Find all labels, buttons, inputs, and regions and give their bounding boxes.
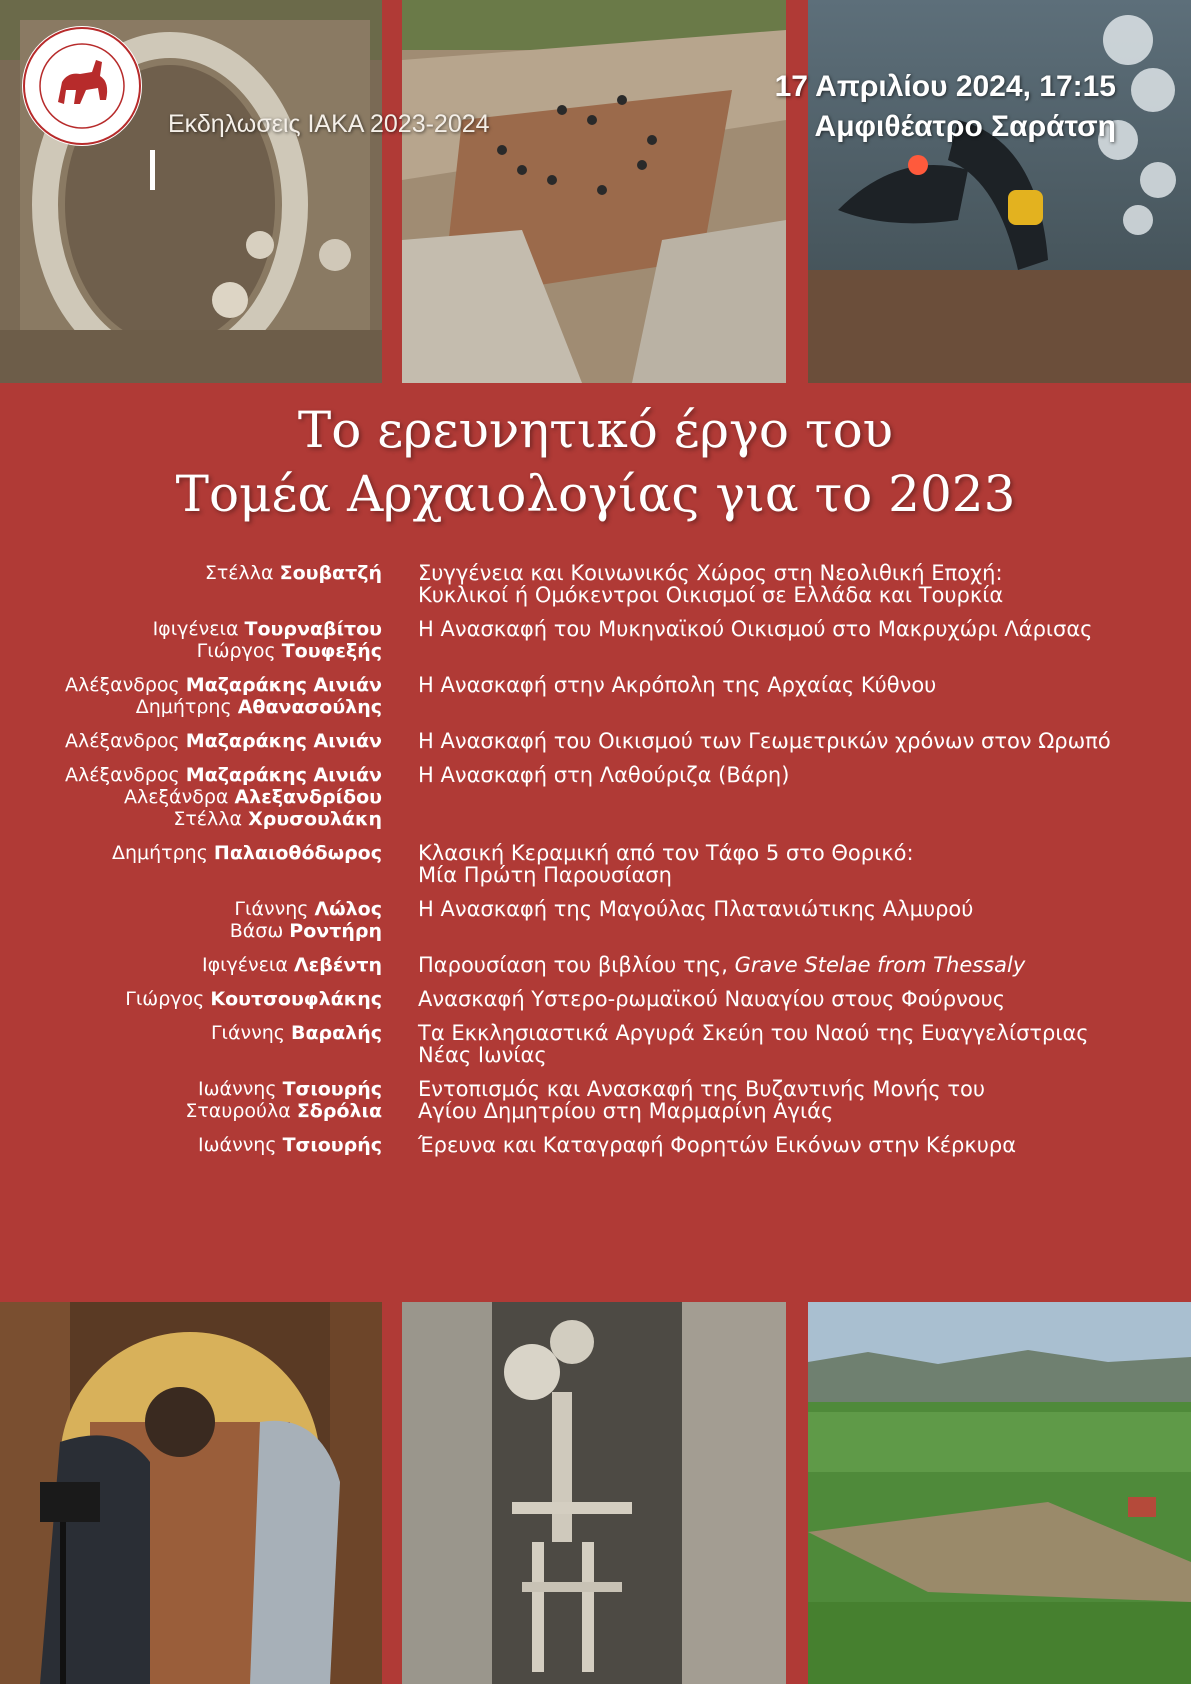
talk-row — [0, 842, 1191, 886]
page-title — [0, 398, 1191, 526]
talk-title-line — [418, 618, 1178, 640]
burial-skeleton-photo — [402, 1302, 786, 1684]
speaker-surname: Ροντήρη — [289, 920, 382, 942]
speaker-name — [0, 808, 382, 830]
plain-excavation-aerial-photo — [808, 1302, 1191, 1684]
speaker-surname: Αθανασούλης — [237, 696, 382, 718]
speaker-surname: Λεβέντη — [293, 954, 382, 976]
speaker-first-name: Ιωάννης — [198, 1078, 277, 1100]
talk-title — [418, 842, 1178, 886]
speaker-first-name: Σταυρούλα — [185, 1100, 291, 1122]
talk-row — [0, 1022, 1191, 1066]
talk-title-text: Η Ανασκαφή του Μυκηναϊκού Οικισμού στο Μακρυχώρι Λάρισας — [418, 617, 1093, 641]
speaker-name — [0, 898, 382, 920]
speaker-surname: Μαζαράκης Αινιάν — [185, 730, 382, 752]
talk-title — [418, 1134, 1178, 1156]
talk-title-text: Τα Εκκλησιαστικά Αργυρά Σκεύη του Ναού της Ευαγγελίστριας — [418, 1021, 1089, 1045]
speaker-first-name: Γιώργος — [196, 640, 276, 662]
speaker-first-name: Στέλλα — [173, 808, 243, 830]
speaker-surname: Σουβατζή — [279, 562, 382, 584]
talk-title — [418, 764, 1178, 830]
talk-title-text: Η Ανασκαφή στην Ακρόπολη της Αρχαίας Κύθνου — [418, 673, 937, 697]
speaker-surname: Βαραλής — [290, 1022, 382, 1044]
talk-title — [418, 562, 1178, 606]
talk-row — [0, 674, 1191, 718]
speaker-name — [0, 730, 382, 752]
speaker-first-name: Αλέξανδρος — [64, 730, 180, 752]
talks-list — [0, 562, 1191, 1168]
talk-title-text: Μία Πρώτη Παρουσίαση — [418, 863, 672, 887]
speaker-name — [0, 1100, 382, 1122]
talk-row — [0, 898, 1191, 942]
speaker-name — [0, 920, 382, 942]
speaker-name — [0, 764, 382, 786]
talk-title-line — [418, 954, 1178, 976]
title-line-2: Τομέα Αρχαιολογίας για το 2023 — [175, 465, 1016, 523]
talk-title-line — [418, 898, 1178, 920]
talk-row — [0, 764, 1191, 830]
speaker-surname: Τουφεξής — [281, 640, 382, 662]
speaker-surname: Παλαιοθόδωρος — [213, 842, 382, 864]
talk-title-text: Κλασική Κεραμική από τον Τάφο 5 στο Θορικό: — [418, 841, 914, 865]
speaker-first-name: Ιφιγένεια — [152, 618, 239, 640]
talk-speakers — [0, 764, 382, 830]
talk-speakers — [0, 988, 382, 1010]
talk-title-text: Η Ανασκαφή στη Λαθούριζα (Βάρη) — [418, 763, 790, 787]
speaker-surname: Σδρόλια — [296, 1100, 382, 1122]
speaker-name — [0, 640, 382, 662]
talk-title-line — [418, 674, 1178, 696]
talk-title-text: Κυκλικοί ή Ομόκεντροι Οικισμοί σε Ελλάδα και Τουρκία — [418, 583, 1004, 607]
speaker-name — [0, 696, 382, 718]
speaker-first-name: Γιώργος — [125, 988, 205, 1010]
talk-title-text: Η Ανασκαφή του Οικισμού των Γεωμετρικών χρόνων στον Ωρωπό — [418, 729, 1111, 753]
speaker-name — [0, 562, 382, 584]
speaker-first-name: Γιάννης — [210, 1022, 285, 1044]
talk-title-text: Έρευνα και Καταγραφή Φορητών Εικόνων στην Κέρκυρα — [418, 1133, 1017, 1157]
speaker-name — [0, 842, 382, 864]
speaker-surname: Αλεξανδρίδου — [234, 786, 382, 808]
speaker-first-name: Αλέξανδρος — [64, 674, 180, 696]
talk-speakers — [0, 562, 382, 606]
talk-speakers — [0, 954, 382, 976]
talk-title — [418, 1078, 1178, 1122]
talk-title — [418, 674, 1178, 718]
speaker-surname: Μαζαράκης Αινιάν — [185, 764, 382, 786]
talk-title-line — [418, 988, 1178, 1010]
talk-title-line — [418, 562, 1178, 584]
talk-row — [0, 1078, 1191, 1122]
talk-title-text: Παρουσίαση του βιβλίου της, — [418, 953, 735, 977]
talk-speakers — [0, 842, 382, 886]
speaker-name — [0, 1078, 382, 1100]
talk-title-line — [418, 1022, 1178, 1044]
speaker-surname: Λώλος — [314, 898, 382, 920]
title-line-1: Το ερευνητικό έργο του — [297, 401, 894, 459]
talk-title — [418, 954, 1178, 976]
talk-title-line — [418, 730, 1178, 752]
talk-title-line — [418, 1078, 1178, 1100]
university-logo — [20, 24, 144, 148]
talk-speakers — [0, 1022, 382, 1066]
talk-title-line — [418, 842, 1178, 864]
underwater-divers-photo — [808, 0, 1191, 383]
speaker-name — [0, 674, 382, 696]
talk-speakers — [0, 1134, 382, 1156]
talk-speakers — [0, 674, 382, 718]
event-date: 17 Απριλίου 2024, 17:15 — [774, 70, 1116, 103]
talk-title-line — [418, 1100, 1178, 1122]
speaker-first-name: Γιάννης — [234, 898, 309, 920]
speaker-surname: Μαζαράκης Αινιάν — [185, 674, 382, 696]
hillside-excavation-team-photo — [402, 0, 786, 383]
speaker-name — [0, 1022, 382, 1044]
talk-title-line — [418, 584, 1178, 606]
talk-speakers — [0, 898, 382, 942]
speaker-surname: Τουρναβίτου — [244, 618, 382, 640]
icon-documentation-photo — [0, 1302, 382, 1684]
speaker-first-name: Δημήτρης — [112, 842, 208, 864]
talk-title — [418, 988, 1178, 1010]
talk-row — [0, 954, 1191, 976]
talk-title-text: Εντοπισμός και Ανασκαφή της Βυζαντινής Μονής του — [418, 1077, 986, 1101]
talk-title — [418, 898, 1178, 942]
talk-row — [0, 1134, 1191, 1156]
speaker-first-name: Βάσω — [229, 920, 284, 942]
speaker-surname: Τσιουρής — [282, 1134, 382, 1156]
events-label: Εκδηλωσεις ΙΑΚΑ 2023-2024 — [168, 110, 490, 138]
speaker-surname: Τσιουρής — [282, 1078, 382, 1100]
talk-title-line — [418, 1044, 1178, 1066]
talk-title-text: Συγγένεια και Κοινωνικός Χώρος στη Νεολιθική Εποχή: — [418, 561, 1003, 585]
speaker-name — [0, 988, 382, 1010]
event-venue: Αμφιθέατρο Σαράτση — [814, 110, 1116, 143]
talk-speakers — [0, 618, 382, 662]
talk-title-line — [418, 764, 1178, 786]
talk-row — [0, 562, 1191, 606]
talk-title — [418, 1022, 1178, 1066]
talk-title-text: Η Ανασκαφή της Μαγούλας Πλατανιώτικης Αλμυρού — [418, 897, 974, 921]
book-title: Grave Stelae from Thessaly — [734, 953, 1026, 977]
talk-row — [0, 618, 1191, 662]
talk-speakers — [0, 730, 382, 752]
talk-title-text: Ανασκαφή Υστερο-ρωμαϊκού Ναυαγίου στους Φούρνους — [418, 987, 1006, 1011]
talk-title — [418, 618, 1178, 662]
speaker-first-name: Ιωάννης — [198, 1134, 277, 1156]
talk-title-line — [418, 864, 1178, 886]
speaker-name — [0, 786, 382, 808]
speaker-surname: Χρυσουλάκη — [248, 808, 382, 830]
talk-row — [0, 730, 1191, 752]
talk-row — [0, 988, 1191, 1010]
talk-title-text: Νέας Ιωνίας — [418, 1043, 547, 1067]
speaker-first-name: Ιφιγένεια — [201, 954, 288, 976]
speaker-first-name: Στέλλα — [204, 562, 274, 584]
speaker-surname: Κουτσουφλάκης — [210, 988, 382, 1010]
talk-speakers — [0, 1078, 382, 1122]
speaker-first-name: Δημήτρης — [135, 696, 232, 718]
speaker-name — [0, 1134, 382, 1156]
speaker-name — [0, 618, 382, 640]
speaker-first-name: Αλεξάνδρα — [123, 786, 229, 808]
talk-title — [418, 730, 1178, 752]
speaker-first-name: Αλέξανδρος — [64, 764, 180, 786]
talk-title-text: Αγίου Δημητρίου στη Μαρμαρίνη Αγιάς — [418, 1099, 834, 1123]
talk-title-line — [418, 1134, 1178, 1156]
speaker-name — [0, 954, 382, 976]
